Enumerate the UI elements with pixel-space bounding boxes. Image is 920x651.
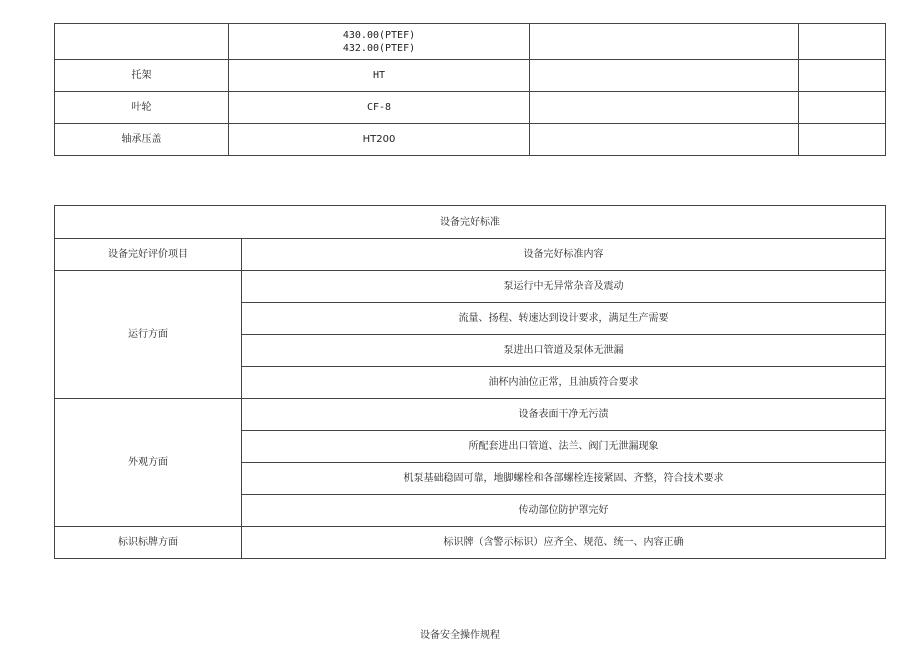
header-item: 设备完好评价项目: [55, 239, 242, 271]
material-line: 430.00(PTEF): [342, 29, 416, 41]
empty-cell: [530, 60, 799, 92]
standards-table: [54, 205, 886, 559]
material-cell: CF-8: [229, 92, 530, 124]
table-row: [55, 399, 886, 431]
standard-item: 传动部位防护罩完好: [242, 495, 886, 527]
material-cell: HT: [229, 60, 530, 92]
standard-item: 设备表面干净无污渍: [242, 399, 886, 431]
section-title: 设备安全操作规程: [420, 630, 500, 641]
standard-item: 油杯内油位正常，且油质符合要求: [242, 367, 886, 399]
table-title-row: [55, 206, 886, 239]
standard-item: 泵进出口管道及泵体无泄漏: [242, 335, 886, 367]
empty-cell: [799, 60, 886, 92]
standard-item: 机泵基础稳固可靠，地脚螺栓和各部螺栓连接紧固、齐整，符合技术要求: [242, 463, 886, 495]
table-row: [55, 527, 886, 559]
materials-table: [54, 23, 886, 156]
part-cell: [55, 24, 229, 60]
empty-cell: [799, 92, 886, 124]
material-cell: HT200: [229, 124, 530, 156]
table-row: [55, 92, 886, 124]
empty-cell: [799, 124, 886, 156]
empty-cell: [799, 24, 886, 60]
table-row: [55, 271, 886, 303]
empty-cell: [530, 24, 799, 60]
part-cell: 托架: [55, 60, 229, 92]
empty-cell: [530, 124, 799, 156]
standard-item: 泵运行中无异常杂音及震动: [242, 271, 886, 303]
table-row: [55, 124, 886, 156]
group-name: 标识标牌方面: [55, 527, 242, 559]
group-name: 运行方面: [55, 271, 242, 399]
part-cell: 轴承压盖: [55, 124, 229, 156]
standard-item: 所配套进出口管道、法兰、阀门无泄漏现象: [242, 431, 886, 463]
standard-item: 标识牌（含警示标识）应齐全、规范、统一、内容正确: [242, 527, 886, 559]
table-title: 设备完好标准: [55, 206, 886, 239]
empty-cell: [530, 92, 799, 124]
header-content: 设备完好标准内容: [242, 239, 886, 271]
table-row: [55, 24, 886, 60]
material-line: 432.00(PTEF): [342, 42, 416, 54]
standard-item: 流量、扬程、转速达到设计要求，满足生产需要: [242, 303, 886, 335]
table-header-row: [55, 239, 886, 271]
part-cell: 叶轮: [55, 92, 229, 124]
group-name: 外观方面: [55, 399, 242, 527]
table-row: [55, 60, 886, 92]
material-cell: [229, 24, 530, 60]
